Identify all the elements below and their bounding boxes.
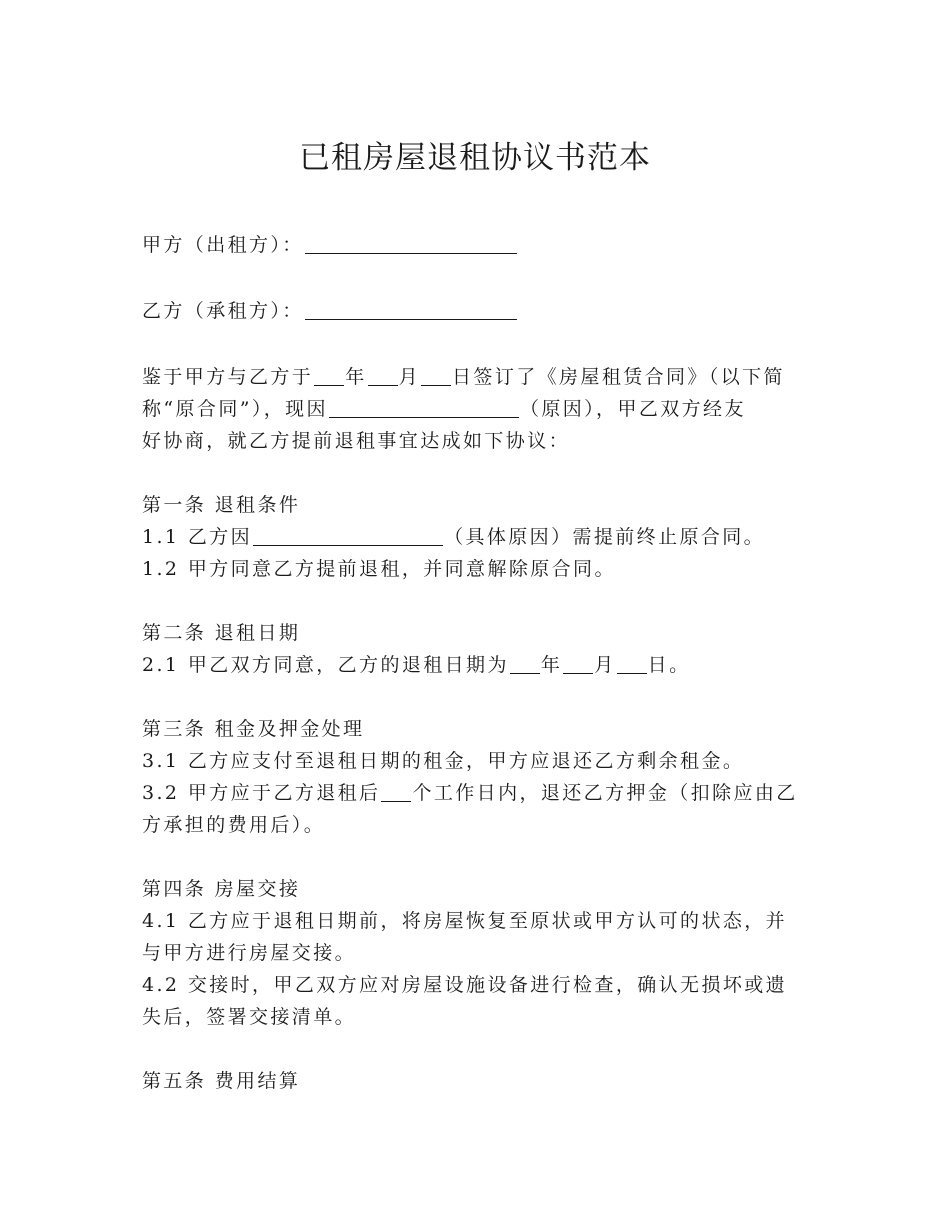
preamble-text: 日签订了《房屋租赁合同》（以下简	[452, 366, 785, 388]
reason-blank	[329, 397, 519, 418]
preamble-line-2	[142, 393, 812, 425]
clause-1-1	[142, 521, 812, 553]
year-blank	[314, 365, 344, 386]
clause-3-2-cont: 方承担的费用后）。	[142, 814, 326, 836]
article-3-heading: 第三条 租金及押金处理	[142, 718, 365, 740]
article-5-heading: 第五条 费用结算	[142, 1070, 301, 1092]
day-blank	[421, 365, 451, 386]
preamble-line-1	[142, 361, 812, 393]
clause-text: 日。	[647, 654, 691, 676]
clause-text: （具体原因）需提前终止原合同。	[444, 526, 766, 548]
clause-3-2	[142, 777, 812, 809]
clause-4-1-cont: 与甲方进行房屋交接。	[142, 942, 357, 964]
article-4-heading: 第四条 房屋交接	[142, 878, 301, 900]
party-a-label: 甲方（出租方）：	[142, 234, 304, 256]
clause-4-2: 4.2 交接时，甲乙双方应对房屋设施设备进行检查，确认无损坏或遗	[142, 974, 788, 996]
preamble-text: （原因），甲乙双方经友	[519, 398, 746, 420]
clause-4-1: 4.1 乙方应于退租日期前，将房屋恢复至原状或甲方认可的状态，并	[142, 910, 788, 932]
party-b-blank	[305, 299, 517, 320]
clause-text: 月	[594, 654, 616, 676]
article-2-heading: 第二条 退租日期	[142, 622, 301, 644]
clause-text: 年	[540, 654, 563, 676]
party-b-line	[142, 295, 812, 327]
article-1-heading: 第一条 退租条件	[142, 494, 301, 516]
clause-2-1	[142, 649, 812, 681]
party-a-blank	[305, 233, 517, 254]
month-blank	[368, 365, 398, 386]
clause-text: 个工作日内，退还乙方押金（扣除应由乙	[412, 782, 798, 804]
preamble-text: 年	[345, 366, 367, 388]
clause-text: 3.2 甲方应于乙方退租后	[142, 782, 381, 804]
party-a-line	[142, 229, 812, 261]
clause-3-1: 3.1 乙方应支付至退租日期的租金，甲方应退还乙方剩余租金。	[142, 750, 745, 772]
clause-1-2: 1.2 甲方同意乙方提前退租，并同意解除原合同。	[142, 558, 616, 580]
clause-4-2-cont: 失后，签署交接清单。	[142, 1006, 357, 1028]
document-title: 已租房屋退租协议书范本	[299, 140, 651, 176]
preamble-line-3: 好协商，就乙方提前退租事宜达成如下协议：	[142, 430, 571, 452]
preamble-text: 鉴于甲方与乙方于	[142, 366, 314, 388]
specific-reason-blank	[253, 525, 443, 546]
preamble-text: 月	[398, 366, 421, 388]
month-blank	[563, 653, 593, 674]
workdays-blank	[381, 781, 411, 802]
year-blank	[510, 653, 540, 674]
clause-text: 2.1 甲乙双方同意，乙方的退租日期为	[142, 654, 509, 676]
preamble-text: 称“原合同”），现因	[142, 398, 328, 420]
party-b-label: 乙方（承租方）：	[142, 300, 304, 322]
day-blank	[617, 653, 647, 674]
document-body	[142, 229, 812, 1097]
clause-text: 1.1 乙方因	[142, 526, 253, 548]
